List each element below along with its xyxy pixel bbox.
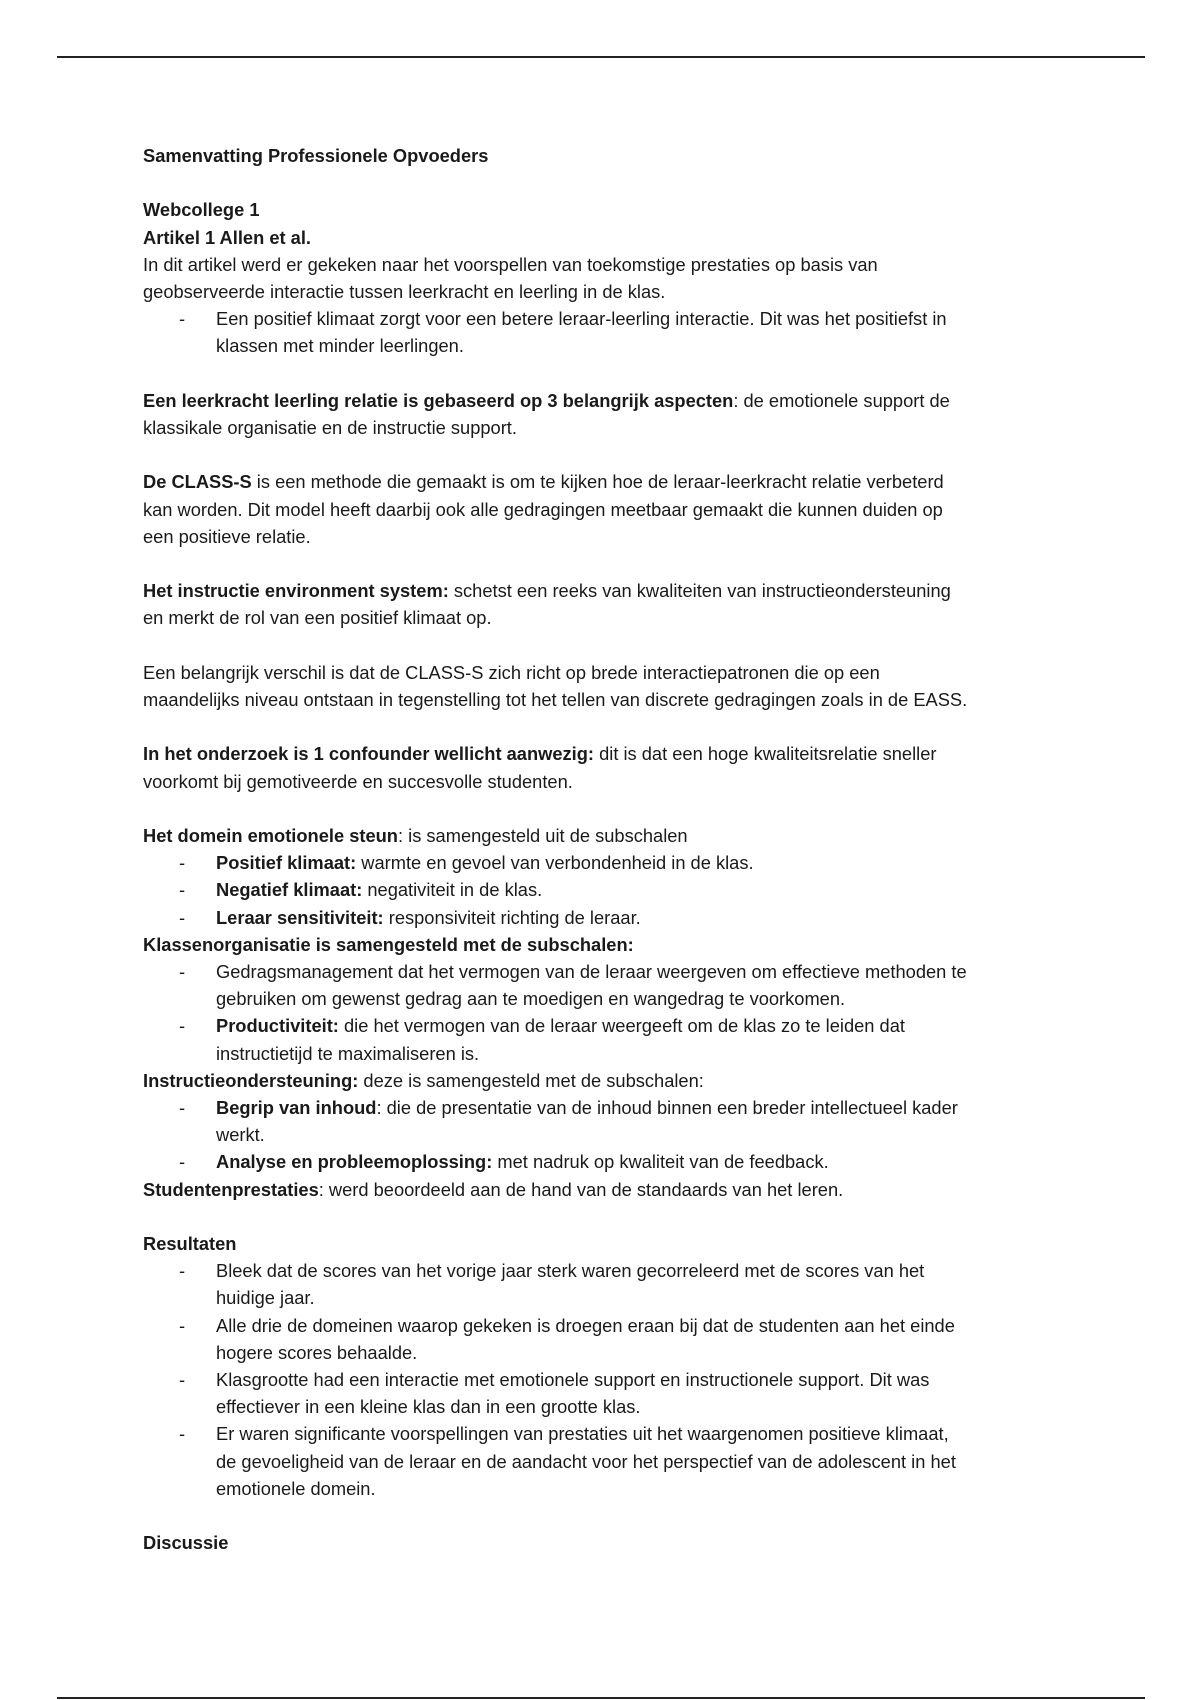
- bullet-text: [216, 1012, 1063, 1039]
- bullet-text: [216, 1148, 1063, 1175]
- student-performance-text: : werd beoordeeld aan de hand van de standaards van het leren.: [318, 1178, 844, 1200]
- list-item: [143, 1420, 1063, 1502]
- bullet-text: hogere scores behaalde.: [216, 1341, 418, 1363]
- relation-line-2: klassikale organisatie en de instructie support.: [143, 417, 517, 438]
- class-s-text: is een methode die gemaakt is om te kijken hoe de leraar-leerkracht relatie verbeterd: [251, 471, 944, 493]
- article-heading: Artikel 1 Allen et al.: [143, 226, 311, 248]
- subscale-text: : die de presentatie van de inhoud binnen een breder intellectueel kader: [376, 1097, 958, 1118]
- instruction-env-line-2: en merkt de rol van een positief klimaat op.: [143, 607, 492, 629]
- footer-rule: [57, 1697, 1145, 1699]
- confounder-text: dit is dat een hoge kwaliteitsrelatie sneller: [594, 743, 937, 765]
- intro-line-1: In dit artikel werd er gekeken naar het voorspellen van toekomstige prestaties op basis van: [143, 253, 878, 275]
- class-s-line-3: een positieve relatie.: [143, 525, 311, 547]
- intro-bullet-list: [143, 305, 1063, 359]
- subscale-text: die het vermogen van de leraar weergeeft om de klas zo te leiden dat: [338, 1015, 905, 1037]
- list-item: [143, 849, 1063, 876]
- spacer: [143, 360, 1063, 387]
- relation-paragraph: [143, 387, 1063, 414]
- instruction-env-bold: Het instructie environment system:: [143, 580, 449, 602]
- classroom-org-heading: Klassenorganisatie is samengesteld met de subschalen:: [143, 933, 634, 955]
- bullet-text: werkt.: [216, 1124, 265, 1146]
- spacer: [143, 1203, 1063, 1230]
- instruction-support-text: deze is samengesteld met de subschalen:: [358, 1069, 704, 1091]
- spacer: [143, 795, 1063, 822]
- class-s-paragraph: [143, 468, 1063, 495]
- student-performance-bold: Studentenprestaties: [143, 1178, 319, 1200]
- bullet-text: [216, 876, 1063, 903]
- emotional-heading: [143, 822, 1063, 849]
- subscale-label: Analyse en probleemoplossing:: [216, 1151, 493, 1173]
- bullet-text: klassen met minder leerlingen.: [216, 335, 464, 357]
- bullet-text: [216, 1094, 1063, 1121]
- spacer: [143, 1502, 1063, 1529]
- spacer: [143, 441, 1063, 468]
- list-item: [143, 1148, 1063, 1175]
- instruction-env-paragraph: [143, 577, 1063, 604]
- results-heading: Resultaten: [143, 1233, 237, 1254]
- bullet-text: - Er waren significante voorspellingen van prestaties uit het waargenomen positieve klimaat,: [216, 1423, 949, 1445]
- class-s-bold: De CLASS-S: [143, 471, 252, 493]
- list-item: [143, 1094, 1063, 1148]
- subscale-text: warmte en gevoel van verbondenheid in de klas.: [356, 852, 754, 874]
- bullet-text: de gevoeligheid van de leraar en de aandacht voor het perspectief van de adolescent in het: [216, 1450, 956, 1472]
- list-item: [143, 1366, 1063, 1420]
- list-item: [143, 1012, 1063, 1066]
- classroom-org-list: [143, 958, 1063, 1067]
- bullet-text: [216, 849, 1063, 876]
- header-rule: [57, 56, 1145, 58]
- subscale-text: negativiteit in de klas.: [362, 879, 543, 901]
- bullet-text: effectiever in een kleine klas dan in een grootte klas.: [216, 1396, 641, 1418]
- confounder-paragraph: [143, 740, 1063, 767]
- bullet-text: gebruiken om gewenst gedrag aan te moedigen en wangedrag te voorkomen.: [216, 988, 846, 1010]
- bullet-text: - Bleek dat de scores van het vorige jaar sterk waren gecorreleerd met de scores van het: [216, 1260, 925, 1282]
- subscale-label: Begrip van inhoud: [216, 1097, 377, 1118]
- bullet-text: huidige jaar.: [216, 1287, 315, 1309]
- bullet-text: instructietijd te maximaliseren is.: [216, 1042, 480, 1064]
- list-item: [143, 1257, 1063, 1311]
- document-title: Samenvatting Professionele Opvoeders: [143, 145, 489, 166]
- subscale-label: Positief klimaat:: [216, 852, 357, 874]
- list-item: [143, 904, 1063, 931]
- student-performance: [143, 1176, 1063, 1203]
- class-s-line-2: kan worden. Dit model heeft daarbij ook alle gedragingen meetbaar gemaakt die kunnen duiden op: [143, 498, 943, 520]
- list-item: [143, 1312, 1063, 1366]
- bullet-text: - Een positief klimaat zorgt voor een betere leraar-leerling interactie. Dit was het positiefst in: [216, 308, 947, 330]
- list-item: [143, 958, 1063, 1012]
- instruction-support-bold: Instructieondersteuning:: [143, 1069, 359, 1091]
- confounder-bold: In het onderzoek is 1 confounder wellicht aanwezig:: [143, 743, 595, 765]
- relation-bold: Een leerkracht leerling relatie is gebaseerd op 3 belangrijk aspecten: [143, 389, 734, 411]
- spacer: [143, 169, 1063, 196]
- relation-text: : de emotionele support de: [733, 389, 950, 411]
- document-body: [143, 142, 1063, 1556]
- subscale-label: Productiviteit:: [216, 1015, 339, 1037]
- discussion-heading: Discussie: [143, 1532, 229, 1554]
- spacer: [143, 550, 1063, 577]
- emotional-subscales-list: [143, 849, 1063, 931]
- list-item: [143, 305, 1063, 359]
- subscale-label: Negatief klimaat:: [216, 879, 363, 901]
- intro-line-2: geobserveerde interactie tussen leerkracht en leerling in de klas.: [143, 281, 666, 302]
- spacer: [143, 632, 1063, 659]
- results-list: [143, 1257, 1063, 1502]
- bullet-text: - Gedragsmanagement dat het vermogen van de leraar weergeven om effectieve methoden te: [216, 960, 967, 982]
- bullet-text: emotionele domein.: [216, 1477, 376, 1499]
- section-heading-webcollege: Webcollege 1: [143, 199, 260, 221]
- instruction-support-list: [143, 1094, 1063, 1176]
- list-item: [143, 876, 1063, 903]
- confounder-line-2: voorkomt bij gemotiveerde en succesvolle studenten.: [143, 770, 573, 792]
- instruction-support-heading: [143, 1067, 1063, 1094]
- subscale-label: Leraar sensitiviteit:: [216, 906, 384, 928]
- emotional-text: : is samengesteld uit de subschalen: [397, 824, 688, 846]
- subscale-text: responsiviteit richting de leraar.: [383, 906, 641, 928]
- difference-line-1: Een belangrijk verschil is dat de CLASS-S zich richt op brede interactiepatronen die op een: [143, 661, 880, 683]
- spacer: [143, 713, 1063, 740]
- bullet-text: - Alle drie de domeinen waarop gekeken is droegen eraan bij dat de studenten aan het einde: [216, 1314, 955, 1336]
- bullet-text: - Klasgrootte had een interactie met emotionele support en instructionele support. Dit was: [216, 1369, 930, 1391]
- emotional-bold: Het domein emotionele steun: [143, 824, 398, 846]
- bullet-text: [216, 904, 1063, 931]
- instruction-env-text: schetst een reeks van kwaliteiten van instructieondersteuning: [448, 580, 951, 602]
- subscale-text: met nadruk op kwaliteit van de feedback.: [492, 1151, 829, 1173]
- difference-line-2: maandelijks niveau ontstaan in tegenstelling tot het tellen van discrete gedragingen zoals in de EASS.: [143, 688, 968, 710]
